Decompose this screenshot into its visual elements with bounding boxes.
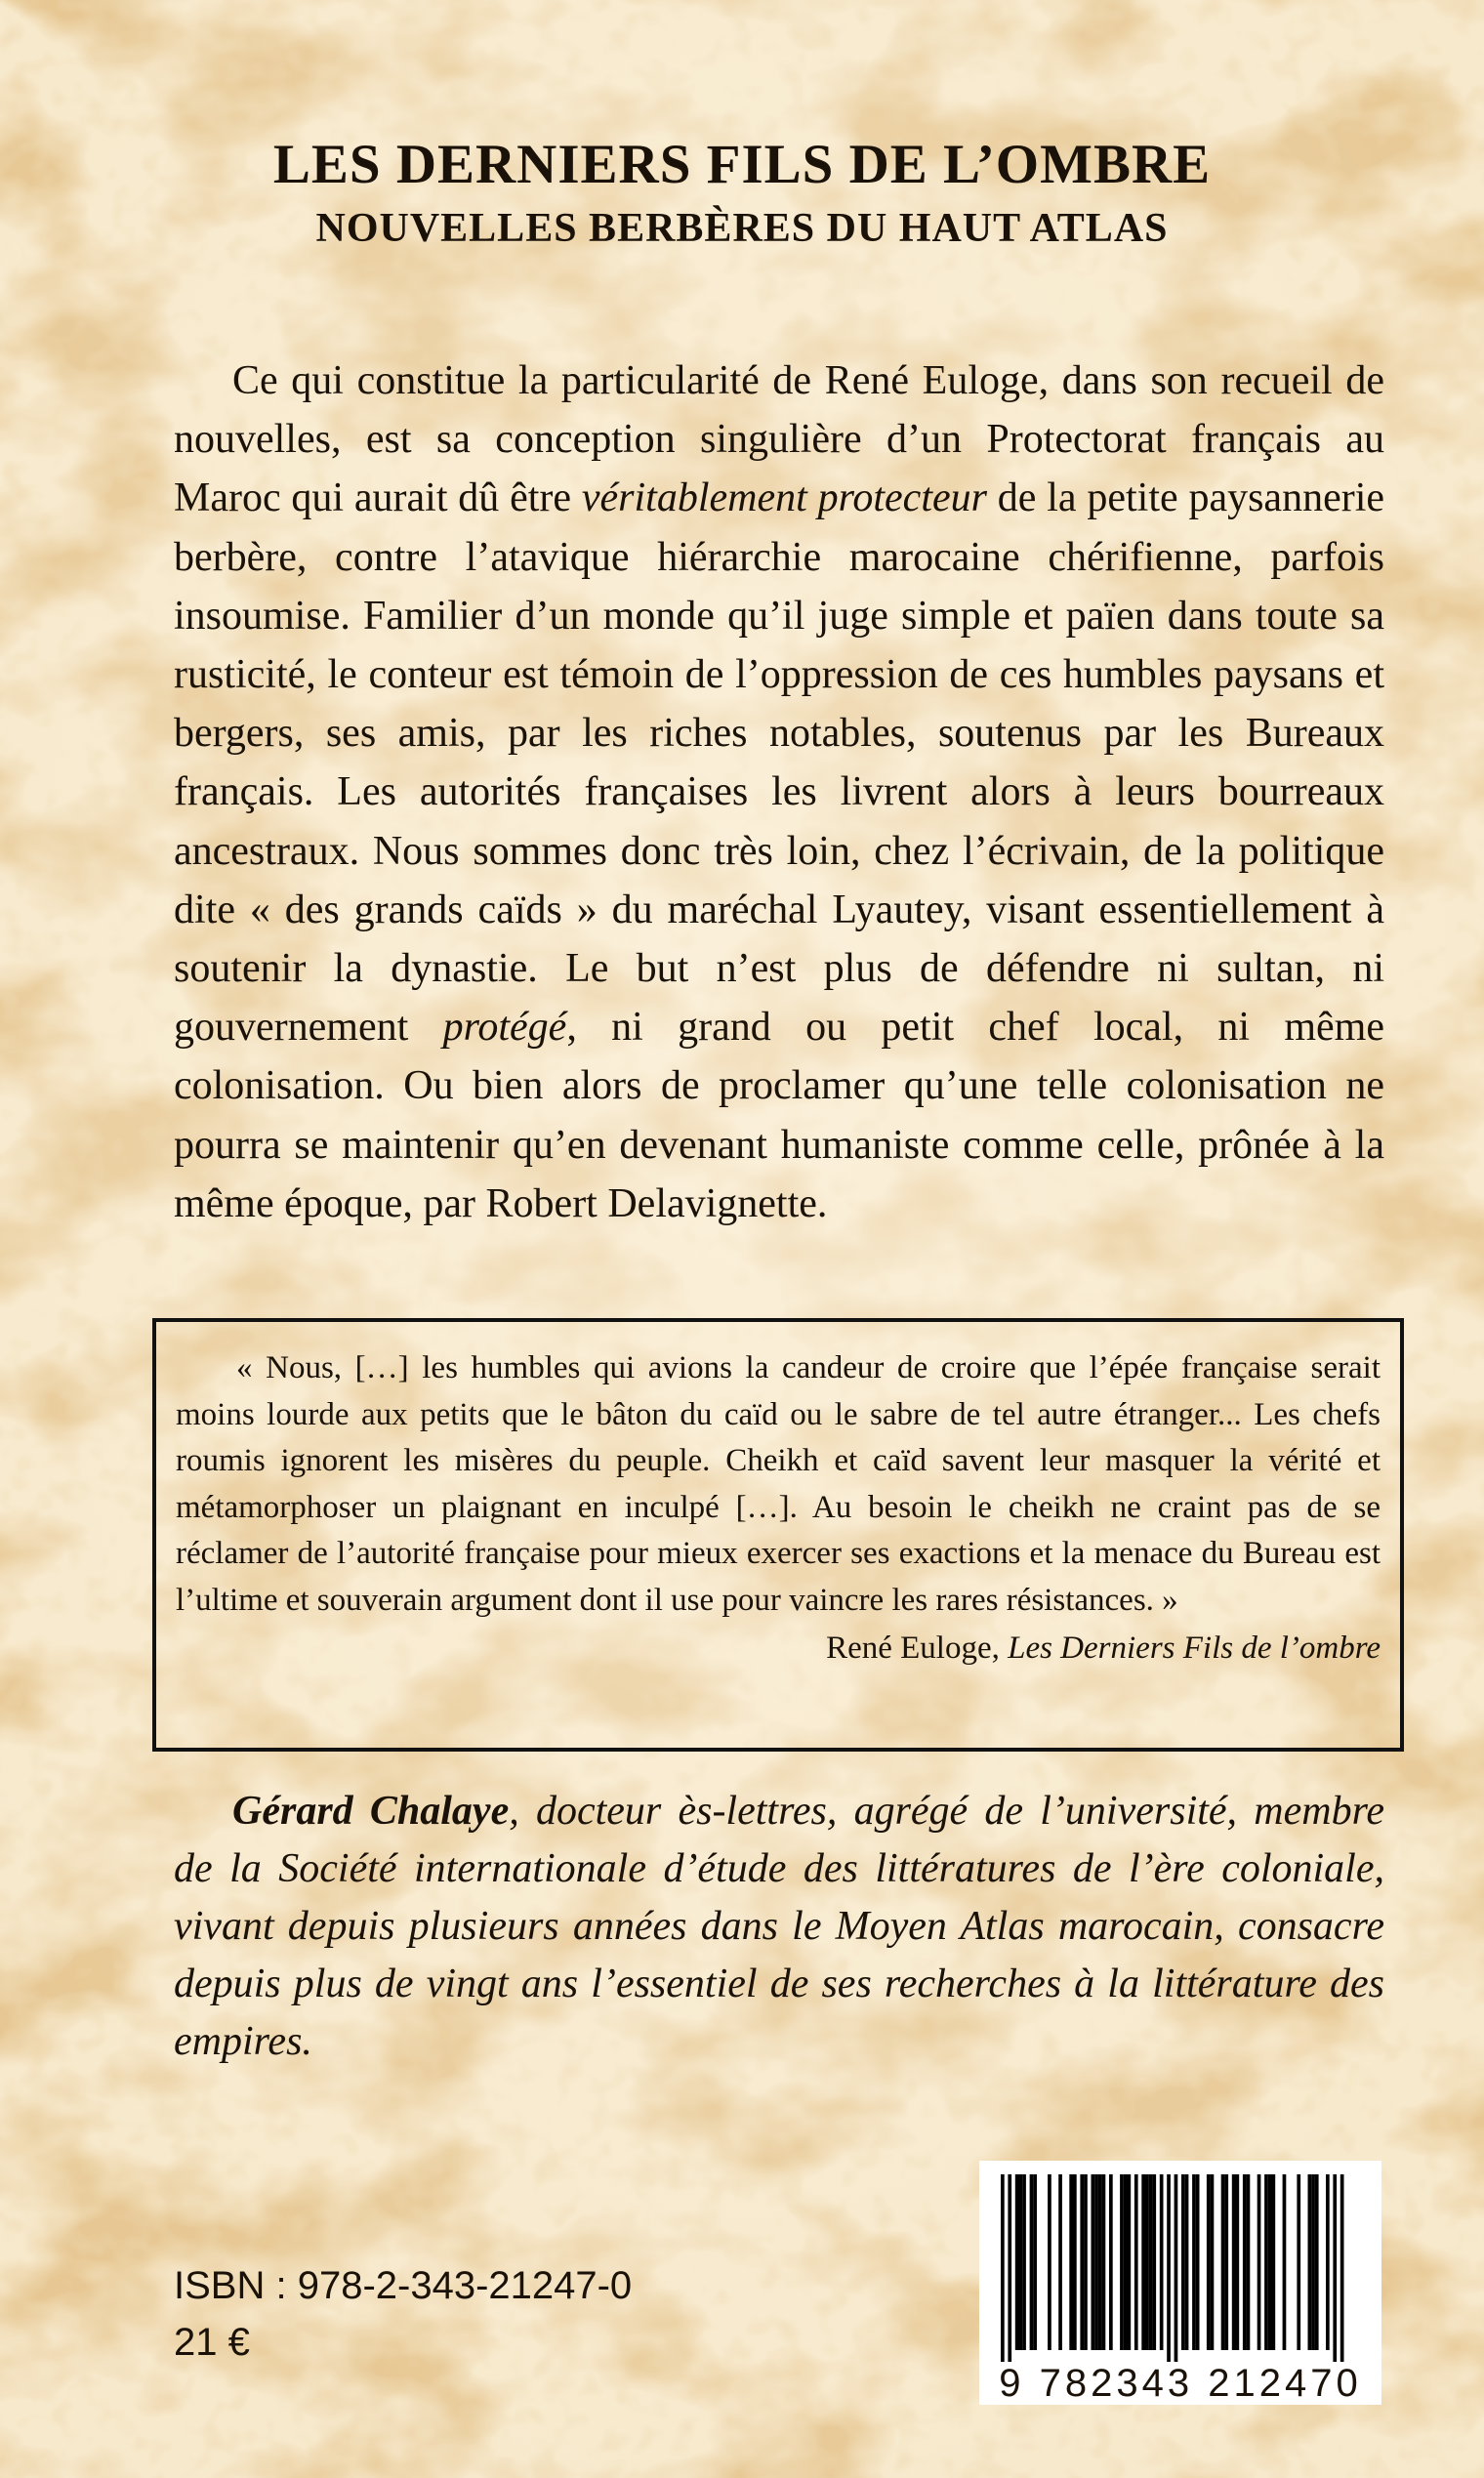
barcode-bar [1120, 2174, 1124, 2350]
barcode-digits: 9 782343 212470 [979, 2362, 1381, 2405]
barcode-bar [1272, 2174, 1276, 2350]
quote-work-title: Les Derniers Fils de l’ombre [1008, 1631, 1381, 1666]
price-label: 21 € [174, 2321, 250, 2364]
quote-box [152, 1318, 1404, 1752]
barcode-bar [1080, 2174, 1084, 2350]
barcode-bar [1196, 2174, 1200, 2350]
barcode-bar [1084, 2174, 1088, 2350]
barcode-bar [1221, 2174, 1225, 2350]
barcode-bar [1149, 2174, 1153, 2350]
barcode-bar [1167, 2174, 1171, 2366]
barcode-bar [1283, 2174, 1287, 2350]
barcode-bar [1022, 2174, 1026, 2350]
barcode-bar [1315, 2174, 1319, 2350]
barcode-bar [1102, 2174, 1106, 2350]
barcode-bar [1311, 2174, 1315, 2350]
barcode-bar [1073, 2174, 1077, 2350]
barcode-bar [1257, 2174, 1261, 2350]
barcode-bar [1224, 2174, 1228, 2350]
barcode-bar [1033, 2174, 1037, 2350]
barcode-bar [1152, 2174, 1156, 2350]
barcode-bar [1247, 2174, 1251, 2350]
barcode [979, 2161, 1381, 2405]
quote-source: René Euloge, Les Derniers Fils de l’ombre [826, 1631, 1381, 1666]
summary-emphasis: véritablement protecteur [581, 475, 987, 521]
barcode-bar [1128, 2174, 1132, 2350]
barcode-bar [1109, 2174, 1113, 2350]
barcode-bar [1015, 2174, 1019, 2350]
barcode-bar [1340, 2174, 1344, 2366]
barcode-bar [1134, 2174, 1138, 2350]
barcode-bar [1145, 2174, 1149, 2350]
barcode-bar [1175, 2174, 1178, 2366]
barcode-bar [1297, 2174, 1300, 2350]
author-name: Gérard Chalaye [232, 1789, 510, 1834]
barcode-bar [1030, 2174, 1034, 2350]
barcode-bar [1048, 2174, 1051, 2350]
barcode-bar [1069, 2174, 1073, 2350]
barcode-bar [1207, 2174, 1211, 2350]
book-subtitle: NOUVELLES BERBÈRES DU HAUT ATLAS [315, 206, 1169, 251]
barcode-bars [979, 2161, 1381, 2366]
barcode-bar [1232, 2174, 1236, 2350]
barcode-bar [1243, 2174, 1247, 2350]
barcode-bar [1098, 2174, 1102, 2350]
barcode-bar [1094, 2174, 1098, 2350]
barcode-bar [1211, 2174, 1215, 2350]
summary-emphasis: protégé [442, 1005, 567, 1051]
barcode-bar [1141, 2174, 1145, 2350]
product-info [174, 2257, 632, 2371]
summary-paragraph: Ce qui constitue la particularité de René Euloge, dans son recueil de nouvelles, est sa conception singulière d’un Protectorat français au Maroc qui aurait dû être véritablement protecteur de la petite paysannerie berbère, contre l’atavique hiérarchie marocaine chérifienne, parfois insoumise. Familier d’un monde qu’il juge simple et païen dans toute sa rusticité, le conteur est témoin de l’oppression de ces humbles paysans et bergers, ses amis, par les riches notables, soutenus par les Bureaux français. Les autorités françaises les livrent alors à leurs bourreaux ancestraux. Nous sommes donc très loin, chez l’écrivain, de la politique dite « des grands caïds » du maréchal Lyautey, visant essentiellement à soutenir la dynastie. Le but n’est plus de défendre ni sultan, ni gouvernement protégé, ni grand ou petit chef local, ni même colonisation. Ou bien alors de proclamer qu’une telle colonisation ne pourra se maintenir qu’en devenant humaniste comme celle, prônée à la même époque, par Robert Delavignette. [174, 358, 1385, 1226]
book-title: LES DERNIERS FILS DE L’OMBRE [272, 134, 1212, 195]
barcode-bar [1264, 2174, 1268, 2350]
barcode-bar [1181, 2174, 1185, 2350]
barcode-bar [1236, 2174, 1240, 2350]
barcode-bar [1192, 2174, 1196, 2350]
barcode-bar [1160, 2174, 1164, 2350]
barcode-bar [1308, 2174, 1312, 2350]
isbn-label: ISBN : 978-2-343-21247-0 [174, 2264, 633, 2307]
barcode-bar [1058, 2174, 1062, 2350]
barcode-bar [1326, 2174, 1330, 2350]
author-bio: Gérard Chalaye, docteur ès-lettres, agrégé de l’université, membre de la Société internationale d’étude des littératures de l’ère coloniale, vivant depuis plusieurs années dans le Moyen Atlas marocain, consacre depuis plus de vingt ans l’essentiel de ses recherches à la littérature des empires. [174, 1789, 1384, 2064]
barcode-bar [1333, 2174, 1337, 2366]
barcode-bar [1019, 2174, 1023, 2350]
summary-text [174, 351, 1384, 1233]
barcode-bar [1008, 2174, 1011, 2366]
barcode-bar [1268, 2174, 1272, 2350]
barcode-bar [1124, 2174, 1128, 2350]
barcode-bar [1092, 2174, 1095, 2350]
barcode-bar [1001, 2174, 1005, 2366]
barcode-bar [1185, 2174, 1189, 2350]
quote-text: « Nous, […] les humbles qui avions la candeur de croire que l’épée française serait moins lourde aux petits que le bâton du caïd ou le sabre de tel autre étranger... Les chefs roumis ignorent les misères du peuple. Cheikh et caïd savent leur masquer la vérité et métamorphoser un plaignant en inculpé […]. Au besoin le cheikh ne craint pas de se réclamer de l’autorité française pour mieux exercer ses exactions et la menace du Bureau est l’ultime et souverain argument dont il use pour vaincre les rares résistances. » [176, 1350, 1381, 1618]
